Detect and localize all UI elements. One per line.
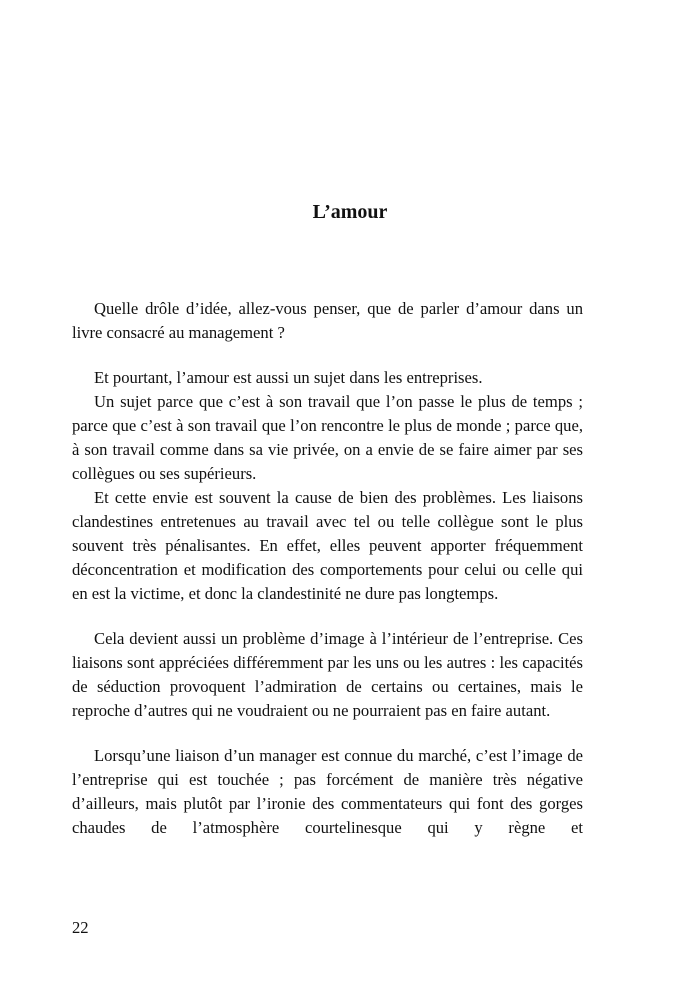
- paragraph-5: Cela devient aussi un problème d’image à l’intérieur de l’entreprise. Ces liaisons sont appréciées différemment par les uns ou les autres : les capacités de séduction provoquent l’admiration de certains ou certaines, mais le reproche d’autres qui ne voudraient ou ne pourraient pas en faire autant.: [72, 629, 583, 720]
- paragraph-2: Et pourtant, l’amour est aussi un sujet dans les entreprises.: [94, 368, 483, 387]
- body-text: [72, 297, 583, 840]
- page-number: 22: [72, 918, 89, 937]
- paragraph-6: Lorsqu’une liaison d’un manager est connue du marché, c’est l’image de l’entreprise qui est touchée ; pas forcément de manière très négative d’ailleurs, mais plutôt par l’ironie des commentateurs qui font des gorges chaudes de l’atmosphère courtelinesque qui y règne et: [72, 746, 583, 837]
- paragraph-3: Un sujet parce que c’est à son travail que l’on passe le plus de temps ; parce que c’est à son travail que l’on rencontre le plus de monde ; parce que, à son travail comme dans sa vie privée, on a envie de se faire aimer par ses collègues ou ses supérieurs.: [72, 392, 583, 483]
- paragraph-1: Quelle drôle d’idée, allez-vous penser, que de parler d’amour dans un livre consacré au management ?: [72, 299, 583, 342]
- chapter-title: L’amour: [312, 201, 388, 223]
- paragraph-4: Et cette envie est souvent la cause de bien des problèmes. Les liaisons clandestines entretenues au travail avec tel ou telle collègue sont le plus souvent très pénalisantes. En effet, elles peuvent apporter fréquemment déconcentration et modification des comportements pour celui ou celle qui en est la victime, et donc la clandestinité ne dure pas longtemps.: [72, 488, 583, 603]
